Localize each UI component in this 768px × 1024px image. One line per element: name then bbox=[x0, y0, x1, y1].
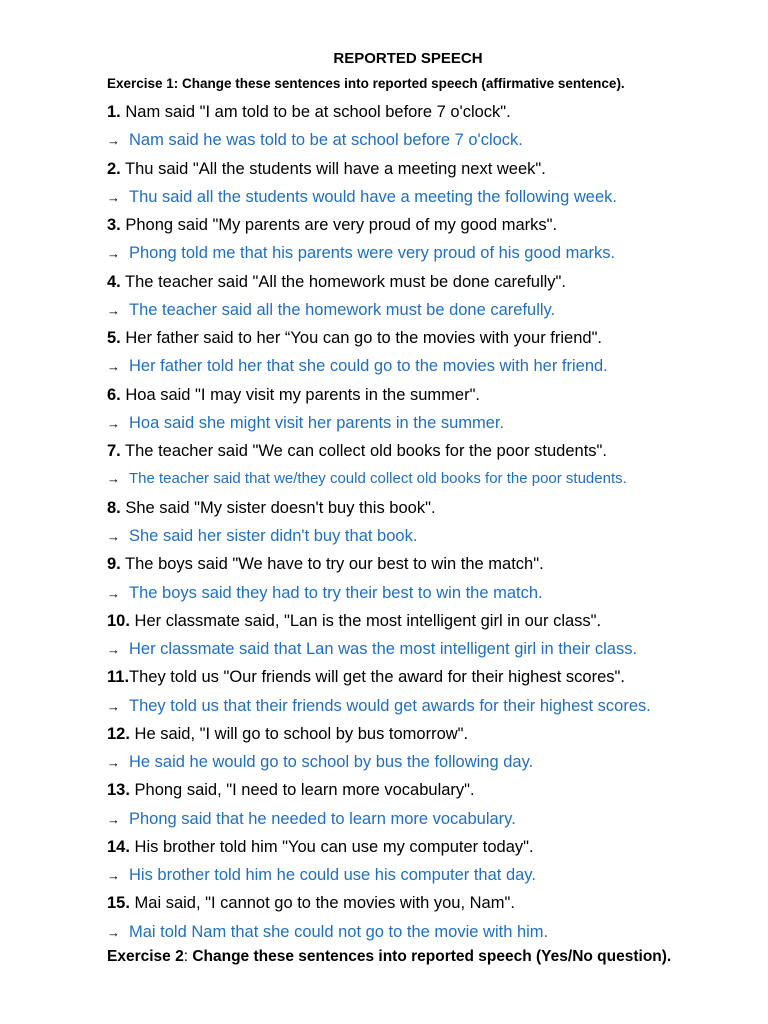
question-text: Thu said "All the students will have a meeting next week". bbox=[120, 159, 546, 178]
question-text: His brother told him "You can use my computer today". bbox=[129, 837, 534, 856]
page-title: REPORTED SPEECH bbox=[333, 50, 483, 67]
answer-line bbox=[107, 465, 757, 493]
arrow-icon: → bbox=[107, 359, 120, 375]
answer-text: Nam said he was told to be at school before 7 o'clock. bbox=[129, 131, 523, 150]
question-text: They told us "Our friends will get the award for their highest scores". bbox=[129, 668, 625, 687]
question-number: 7. bbox=[107, 442, 121, 461]
question-number: 5. bbox=[107, 329, 121, 348]
arrow-icon: → bbox=[107, 133, 120, 149]
answer-line bbox=[107, 409, 757, 437]
question-text: The boys said "We have to try our best to win the match". bbox=[120, 555, 544, 574]
arrow-icon: → bbox=[107, 924, 120, 940]
question-number: 1. bbox=[107, 103, 121, 121]
answer-text: She said her sister didn't buy that book. bbox=[129, 526, 418, 545]
question-number: 8. bbox=[107, 498, 121, 517]
answer-text: Phong told me that his parents were very proud of his good marks. bbox=[129, 244, 616, 263]
arrow-icon: → bbox=[107, 642, 120, 658]
exercise2-label: Exercise 2 bbox=[107, 948, 184, 965]
arrow-icon: → bbox=[107, 189, 120, 205]
exercise2-heading bbox=[107, 948, 671, 966]
arrow-icon: → bbox=[107, 471, 120, 487]
question-text: He said, "I will go to school by bus tomorrow". bbox=[129, 724, 469, 743]
answer-text: They told us that their friends would get awards for their highest scores. bbox=[129, 696, 651, 715]
answer-line bbox=[107, 183, 757, 211]
answer-line bbox=[107, 748, 757, 776]
question-text: Mai said, "I cannot go to the movies with you, Nam". bbox=[129, 894, 515, 913]
question-line bbox=[107, 833, 757, 861]
question-text: The teacher said "We can collect old books for the poor students". bbox=[120, 442, 607, 461]
question-number: 15. bbox=[107, 894, 130, 913]
question-number: 2. bbox=[107, 159, 121, 178]
exercise1-heading: Exercise 1: Change these sentences into reported speech (affirmative sentence). bbox=[107, 76, 625, 91]
question-text: She said "My sister doesn't buy this book". bbox=[120, 498, 436, 517]
answer-text: The teacher said that we/they could collect old books for the poor students. bbox=[129, 470, 627, 488]
answer-text: The teacher said all the homework must be done carefully. bbox=[129, 300, 556, 319]
question-line bbox=[107, 268, 757, 296]
answer-text: Phong said that he needed to learn more vocabulary. bbox=[129, 809, 516, 828]
question-line bbox=[107, 720, 757, 748]
question-line bbox=[107, 324, 757, 352]
question-text: Phong said "My parents are very proud of my good marks". bbox=[120, 216, 558, 235]
answer-line bbox=[107, 522, 757, 550]
answer-text: Thu said all the students would have a meeting the following week. bbox=[129, 187, 617, 206]
question-line bbox=[107, 98, 757, 126]
answer-line bbox=[107, 805, 757, 833]
answer-line bbox=[107, 296, 757, 324]
exercise1-list bbox=[107, 98, 757, 946]
arrow-icon: → bbox=[107, 755, 120, 771]
answer-line bbox=[107, 579, 757, 607]
answer-line bbox=[107, 861, 757, 889]
question-line bbox=[107, 494, 757, 522]
answer-text: His brother told him he could use his computer that day. bbox=[129, 866, 536, 885]
question-line bbox=[107, 776, 757, 804]
question-text: Nam said "I am told to be at school before 7 o'clock". bbox=[120, 103, 511, 121]
answer-line bbox=[107, 918, 757, 946]
question-text: Her father said to her “You can go to the movies with your friend". bbox=[120, 329, 603, 348]
arrow-icon: → bbox=[107, 415, 120, 431]
arrow-icon: → bbox=[107, 528, 120, 544]
answer-text: Her father told her that she could go to the movies with her friend. bbox=[129, 357, 608, 376]
arrow-icon: → bbox=[107, 302, 120, 318]
answer-line bbox=[107, 635, 757, 663]
question-line bbox=[107, 607, 757, 635]
answer-text: Hoa said she might visit her parents in the summer. bbox=[129, 413, 505, 432]
answer-text: Her classmate said that Lan was the most intelligent girl in their class. bbox=[129, 640, 638, 659]
question-line bbox=[107, 663, 757, 691]
answer-line bbox=[107, 239, 757, 267]
exercise2-colon: : bbox=[183, 948, 193, 965]
question-line bbox=[107, 889, 757, 917]
question-number: 9. bbox=[107, 555, 121, 574]
question-text: Hoa said "I may visit my parents in the summer". bbox=[120, 385, 481, 404]
arrow-icon: → bbox=[107, 246, 120, 262]
question-number: 10. bbox=[107, 611, 130, 630]
question-text: The teacher said "All the homework must be done carefully". bbox=[120, 272, 566, 291]
answer-line bbox=[107, 352, 757, 380]
question-number: 12. bbox=[107, 724, 130, 743]
question-number: 13. bbox=[107, 781, 130, 800]
question-line bbox=[107, 381, 757, 409]
question-number: 11. bbox=[107, 668, 130, 687]
question-number: 4. bbox=[107, 272, 121, 291]
question-text: Phong said, "I need to learn more vocabulary". bbox=[129, 781, 475, 800]
question-line bbox=[107, 437, 757, 465]
question-text: Her classmate said, "Lan is the most intelligent girl in our class". bbox=[129, 611, 602, 630]
answer-text: Mai told Nam that she could not go to the movie with him. bbox=[129, 922, 549, 941]
question-line bbox=[107, 550, 757, 578]
arrow-icon: → bbox=[107, 585, 120, 601]
arrow-icon: → bbox=[107, 868, 120, 884]
arrow-icon: → bbox=[107, 811, 120, 827]
question-line bbox=[107, 211, 757, 239]
question-number: 14. bbox=[107, 837, 130, 856]
question-number: 6. bbox=[107, 385, 121, 404]
answer-line bbox=[107, 692, 757, 720]
exercise2-text: Change these sentences into reported speech (Yes/No question). bbox=[192, 948, 672, 965]
answer-text: The boys said they had to try their best to win the match. bbox=[129, 583, 543, 602]
answer-text: He said he would go to school by bus the following day. bbox=[129, 753, 534, 772]
arrow-icon: → bbox=[107, 698, 120, 714]
question-number: 3. bbox=[107, 216, 121, 235]
question-line bbox=[107, 155, 757, 183]
answer-line bbox=[107, 126, 757, 154]
